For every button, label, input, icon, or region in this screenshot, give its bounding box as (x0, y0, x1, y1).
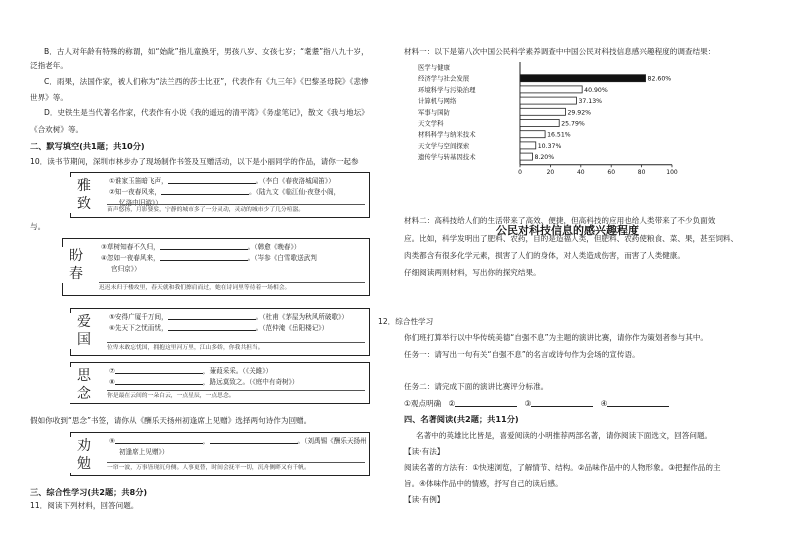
chart-x-tick-label: 100 (666, 168, 678, 176)
answer-blank-4[interactable] (160, 253, 248, 261)
material-1-intro: 材料一：以下是第八次中国公民科学素养调查中中国公民对科技信息感兴趣程度的调查结果： (404, 47, 716, 56)
bookmark-card-spring: 盼 春 ③草树知春不久归， 。（韩愈《晚春》） ④忽如一夜春风来， 。（岑参《白雪歌送武判 官归京》） 迟迟未归于楼攻里，春天就和我们擦肩而过，她在诗词里等待着一场相会。 (62, 238, 370, 296)
chart-value-label: 16.51% (547, 131, 571, 139)
card-tab-label: 劝 勉 (69, 437, 99, 473)
chart-category-label: 天文学科 (418, 119, 444, 128)
chart-plot-area (416, 56, 716, 216)
chart-category-label: 材料科学与纳米技术 (418, 130, 476, 139)
answer-blank-7[interactable] (115, 366, 203, 374)
bookmark-card-encouragement: 劝 勉 ⑨ ， 。（刘禹锡《酬乐天扬州 初逢席上见赠》） 一帘一波，万事皆现沉舟侧。人事更替，时间会抚平一切，沉舟侧畔又有千帆。 (70, 432, 370, 476)
answer-blank-8[interactable] (115, 377, 203, 385)
reading-method-label: 【读·有法】 (404, 447, 445, 456)
chart-bar (520, 75, 646, 82)
card-tab-label: 爱 国 (69, 313, 99, 349)
card-footnote: 你是最在云间的一朵白云，一点星辰，一点思念。 (107, 390, 365, 401)
option-b-line2: 泛指老年。 (30, 61, 68, 70)
chart-title: 公民对科技信息的感兴趣程度 (496, 224, 639, 237)
chart-x-tick-label: 60 (607, 168, 616, 176)
question-10-line2: 与。 (30, 222, 46, 231)
chart-x-tick-label: 40 (576, 168, 585, 176)
chart-x-tick-label: 80 (637, 168, 646, 176)
reading-method-line1: 阅读名著的方法有：①快速浏览，了解情节、结构。②品味作品中的人物形象。③把握作品的主 (404, 463, 721, 472)
answer-blank-5[interactable] (168, 312, 256, 320)
task-2: 任务二：请完成下面的演讲比赛评分标准。 (404, 382, 549, 391)
criteria-blank-3[interactable] (531, 399, 593, 407)
option-c-line2: 世界》等。 (30, 93, 68, 102)
chart-category-label: 经济学与社会发展 (418, 74, 470, 83)
chart-x-tick-label: 0 (518, 168, 522, 176)
chart-category-label: 计算机与网络 (418, 97, 457, 106)
answer-blank-9b[interactable] (210, 436, 298, 444)
reading-method-line2: 旨。④体味作品中的情感，抒写自己的读后感。 (404, 479, 563, 488)
right-column (378, 0, 774, 550)
material-2-line1: 材料二：高科技给人们的生活带来了高效、便捷，但高科技的应用也给人类带来了不少负面效 (404, 216, 716, 225)
card-footnote: 迟迟未归于楼攻里，春天就和我们擦肩而过，她在诗词里等待着一场相会。 (99, 282, 365, 293)
reading-example-label: 【读·有例】 (404, 495, 445, 504)
bookmark-card-longing: 思 念 ⑦ ，蒹葭采采。（《关雎》） ⑧ ，路远莫致之。（《庭中有奇树》） 你是最在云间的一朵白云，一点星辰，一点思念。 (70, 362, 370, 404)
chart-value-label: 8.20% (534, 154, 555, 162)
chart-bar (520, 108, 565, 115)
task-1: 任务一：请写出一句有关“自强不息”的名言或诗句作为会场的宣传语。 (404, 350, 640, 359)
answer-blank-1[interactable] (168, 176, 256, 184)
scoring-criteria: ①观点明确 ② ③ ④ (404, 398, 669, 409)
question-12-intro: 你们班打算举行以中华传统美德“自强不息”为主题的演讲比赛，请你作为策划者参与其中。 (404, 333, 709, 342)
answer-blank-2[interactable] (161, 187, 249, 195)
chart-x-tick-label: 20 (546, 168, 555, 176)
question-12-heading: 12．综合性学习 (378, 317, 434, 326)
left-column (30, 0, 392, 550)
chart-category-label: 医学与健康 (418, 63, 450, 72)
chart-category-label: 遗传学与转基因技术 (418, 153, 476, 162)
question-10-line1: 10．读书节期间，深圳市林步办了现场制作书签及互赠活动，以下是小丽同学的作品，请你一起参 (30, 157, 359, 166)
chart-value-label: 40.90% (584, 86, 608, 94)
material-2-line2: 应。比如，科学发明出了肥料、农药，目的是造福人类，但肥料、农药使粮食、菜、果，甚至饲料、 (404, 234, 739, 243)
chart-value-label: 29.92% (567, 109, 592, 117)
option-d-line1: D．史铁生是当代著名作家，代表作有小说《我的遥远的清平湾》《务虚笔记》，散文《我与地坛》 (44, 108, 369, 117)
chart-bar (520, 131, 545, 138)
card-footnote: 位卑未敢忘忧国，拥抱这里河万里，江山多娇，你我共担当。 (107, 342, 365, 353)
chart-bar (520, 120, 559, 127)
answer-blank-9a[interactable] (115, 436, 203, 444)
card-footnote: 苗声悠扬，月影婆娑，宁静的城市多了一分灵动，灵动的城市少了几分喧嚣。 (107, 204, 365, 215)
material-2-line4: 仔细阅读两则材料，写出你的探究结果。 (404, 268, 541, 277)
answer-blank-3[interactable] (160, 242, 248, 250)
chart-value-label: 25.79% (561, 120, 585, 128)
section-4-intro: 名著中的英雄比比皆是，喜爱阅读的小明推荐两部名著，请你阅读下面选文，回答问题。 (416, 431, 713, 440)
option-d-line2: 《合欢树》等。 (30, 125, 84, 134)
criteria-blank-4[interactable] (607, 399, 669, 407)
criteria-blank-2[interactable] (455, 399, 517, 407)
chart-value-label: 37.13% (578, 98, 603, 106)
section-3-heading: 三、综合性学习(共2题；共8分) (30, 487, 148, 497)
material-2-line3: 肉类都含有很多化学元素，损害了人们的身体，对人类造成伤害，而害了人类健康。 (404, 251, 685, 260)
chart-bar (520, 142, 536, 149)
bookmark-card-elegance: 雅 致 ①谁家玉笛暗飞声， 。（李白《春夜洛城闻笛》） ②知一夜春风来， 。（陆九文《临江仙·夜登小阁， 忆洛中旧游》） 苗声悠扬，月影婆娑，宁静的城市多了一分灵动，灵动的城市少了几分喧嚣。 (70, 172, 370, 218)
chart-value-label: 10.37% (537, 142, 562, 150)
interest-bar-chart (416, 56, 716, 236)
chart-bar (520, 86, 582, 93)
chart-category-label: 天文学与空间探索 (418, 141, 470, 150)
option-c-line1: C．雨果，法国作家，被人们称为“法兰西的莎士比亚”，代表作有《九三年》《巴黎圣母院》《悲惨 (44, 77, 369, 86)
chart-category-label: 军事与国防 (418, 108, 450, 117)
chart-bar (520, 153, 532, 160)
card-footnote: 一帘一波，万事皆现沉舟侧。人事更替，时间会抚平一切，沉舟侧畔又有千帆。 (107, 462, 365, 473)
section-4-heading: 四、名著阅读(共2题；共11分) (404, 414, 519, 424)
chart-category-label: 环境科学与污染治理 (418, 85, 476, 94)
option-b-line1: B．古人对年龄有特殊的称谓，如“始龀”指儿童换牙，男孩八岁、女孩七岁；“耄耋”指八九十岁， (44, 47, 369, 56)
chart-value-label: 82.60% (647, 75, 672, 83)
card-tab-label: 盼 春 (61, 247, 91, 283)
question-11: 11．阅读下列材料，回答问题。 (30, 501, 139, 510)
card-tab-label: 思 念 (69, 367, 99, 403)
card-tab-label: 雅 致 (69, 177, 99, 213)
answer-blank-6[interactable] (168, 323, 256, 331)
bookmark-card-patriotism: 爱 国 ⑤安得广厦千万间， 。（杜甫《茅屋为秋风所破歌》） ⑥先天下之忧而忧， 。（范仲淹《岳阳楼记》） 位卑未敢忘忧国，拥抱这里河万里，江山多娇，你我共担当。 (70, 308, 370, 356)
section-2-heading: 二、默写填空(共1题；共10分) (30, 141, 145, 151)
gift-instruction: 假如你收到“思念”书签，请你从《酬乐天扬州初逢席上见赠》选择两句诗作为回赠。 (30, 416, 312, 425)
chart-bar (520, 97, 576, 104)
